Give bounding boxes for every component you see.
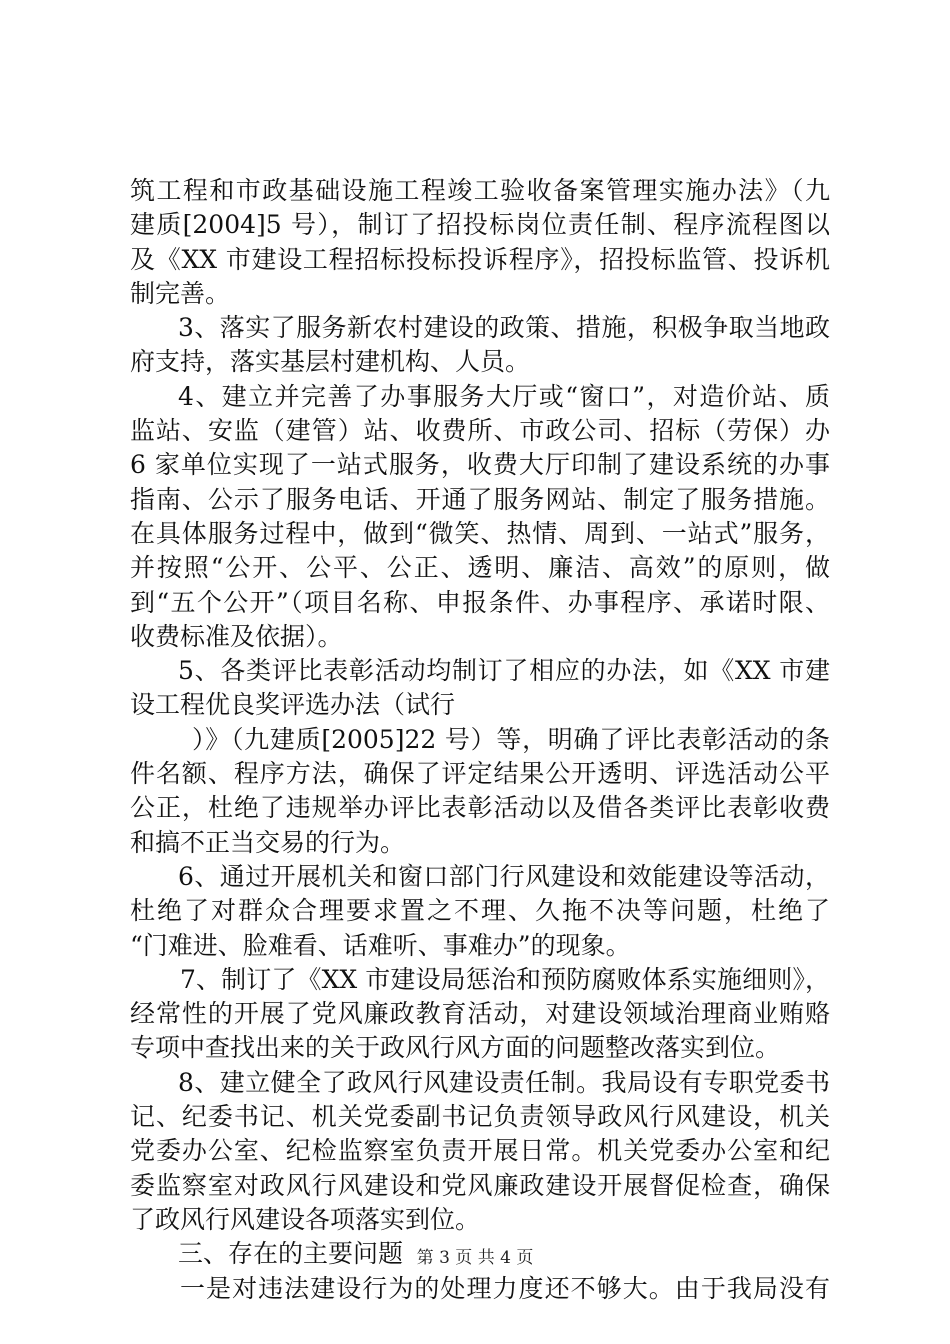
text-line: 党委办公室、纪检监察室负责开展日常。机关党委办公室和纪	[130, 1136, 830, 1166]
text-line: 制完善。	[130, 278, 231, 308]
text-line: 7、制订了《XX 市建设局惩治和预防腐败体系实施细则》，	[180, 964, 830, 994]
text-line: 筑工程和市政基础设施工程竣工验收备案管理实施办法》（九	[130, 176, 830, 205]
text-line: 三、存在的主要问题	[178, 1239, 404, 1269]
text-line: 8、建立健全了政风行风建设责任制。我局设有专职党委书	[178, 1067, 830, 1097]
text-line: 5、各类评比表彰活动均制订了相应的办法，如《XX 市建	[178, 656, 830, 686]
page-footer: 第 3 页 共 4 页	[416, 1248, 534, 1268]
text-line: 了政风行风建设各项落实到位。	[130, 1204, 481, 1234]
text-line: 在具体服务过程中，做到“微笑、热情、周到、一站式”服务，	[130, 518, 830, 548]
text-line: 一是对违法建设行为的处理力度还不够大。由于我局没有	[180, 1273, 830, 1303]
text-line: 6 家单位实现了一站式服务，收费大厅印制了建设系统的办事	[130, 450, 830, 480]
text-line: 监站、安监（建管）站、收费所、市政公司、招标（劳保）办	[130, 416, 830, 446]
text-line: 并按照“公开、公平、公正、透明、廉洁、高效”的原则，做	[130, 553, 830, 583]
text-line: 建质[2004]5 号），制订了招投标岗位责任制、程序流程图以	[130, 210, 830, 240]
text-line: 6、通过开展机关和窗口部门行风建设和效能建设等活动，	[178, 861, 830, 891]
text-line: 及《XX 市建设工程招标投标投诉程序》，招投标监管、投诉机	[130, 244, 830, 274]
text-line: 设工程优良奖评选办法（试行	[130, 690, 456, 720]
text-line: 杜绝了对群众合理要求置之不理、久拖不决等问题，杜绝了	[130, 896, 830, 926]
text-line: 专项中查找出来的关于政风行风方面的问题整改落实到位。	[130, 1033, 781, 1063]
text-line: 公正，杜绝了违规举办评比表彰活动以及借各类评比表彰收费	[130, 793, 830, 823]
text-line: 指南、公示了服务电话、开通了服务网站、制定了服务措施。	[130, 484, 830, 514]
text-line: 件名额、程序方法，确保了评定结果公开透明、评选活动公平	[130, 759, 830, 789]
text-line: 府支持，落实基层村建机构、人员。	[130, 347, 531, 377]
text-line: 4、建立并完善了办事服务大厅或“窗口”，对造价站、质	[178, 381, 830, 411]
text-line: ）》（九建质[2005]22 号）等，明确了评比表彰活动的条	[192, 724, 830, 754]
text-line: 记、纪委书记、机关党委副书记负责领导政风行风建设，机关	[130, 1102, 830, 1132]
text-line: 到“五个公开”（项目名称、申报条件、办事程序、承诺时限、	[130, 587, 830, 617]
text-line: 3、落实了服务新农村建设的政策、措施，积极争取当地政	[178, 313, 830, 343]
text-line: 收费标准及依据）。	[130, 621, 343, 651]
text-line: “门难进、脸难看、话难听、事难办”的现象。	[130, 930, 631, 960]
text-line: 委监察室对政风行风建设和党风廉政建设开展督促检查，确保	[130, 1170, 830, 1200]
text-line: 和搞不正当交易的行为。	[130, 827, 406, 857]
document-body	[130, 174, 830, 1306]
text-line: 经常性的开展了党风廉政教育活动，对建设领域治理商业贿赂	[130, 999, 830, 1029]
